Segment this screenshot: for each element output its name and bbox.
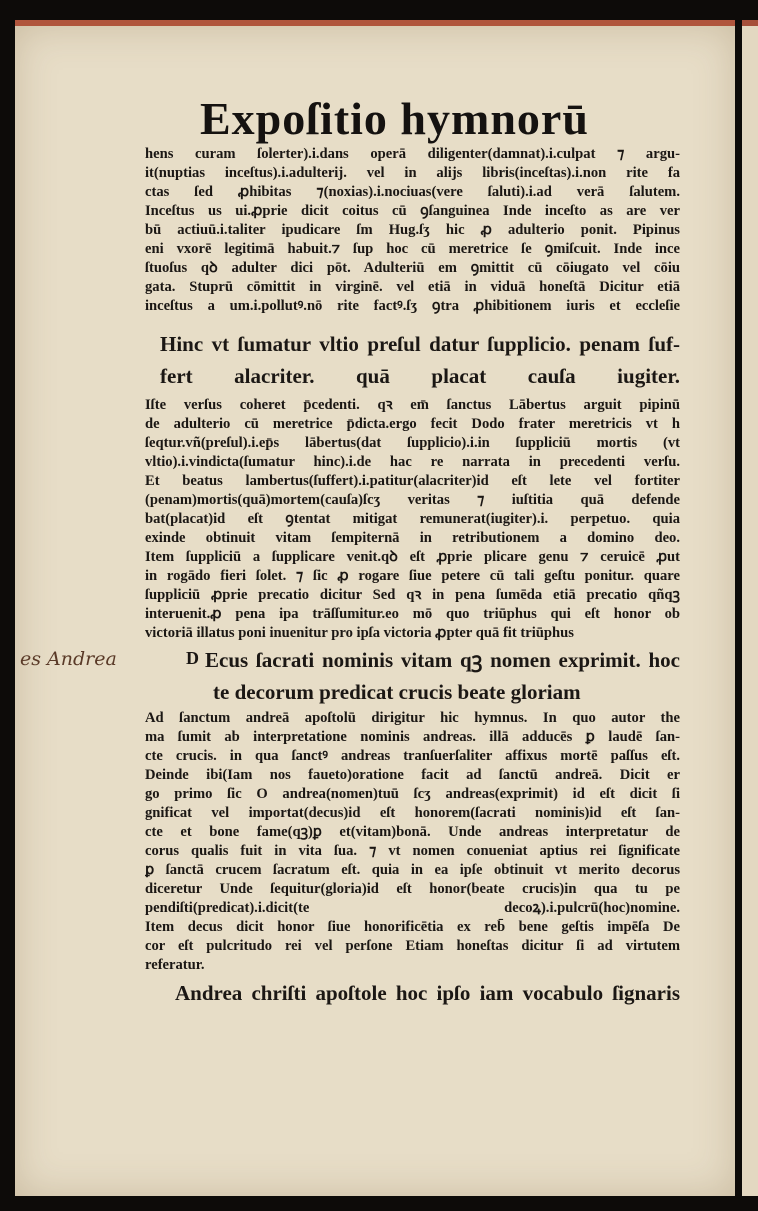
text-line: ma ſumit ab interpretatione nominis andreas. illā adducēs ꝑ laudē ſan- xyxy=(145,729,680,745)
text-line: Hinc vt ſumatur vltio preſul datur ſupplicio. penam ſuf- xyxy=(160,332,680,356)
text-line: te decorum predicat crucis beate gloriam xyxy=(213,680,581,704)
text-line: bū actiuū.i.taliter ipudicare ſm Hug.ſʒ hic ꝓ adulterio ponit. Pipinus xyxy=(145,222,680,238)
text-line: Iſte verſus coheret p̄cedenti. qꝛ em̄ ſanctus Lābertus arguit pipinū xyxy=(145,397,680,413)
text-line: cte et bone fame(qꝫ)ꝑ et(vitam)bonā. Unde andreas interpretatur de xyxy=(145,824,680,840)
text-line: inceſtus a um.i.pollutꝰ.nō rite factꝰ.ſʒ ꝯtra ꝓhibitionem iuris et eccleſie xyxy=(145,298,680,314)
hymn-verse-3 xyxy=(175,977,680,1009)
text-line: interuenit.ꝓ pena ipa trāſſumitur.eo mō quo triūphus qui eſt honor ob xyxy=(145,606,680,622)
text-line: Ad ſanctum andreā apoſtolū dirigitur hic hymnus. In quo autor the xyxy=(145,710,680,726)
text-line: gata. Stuprū cōmittit in virginē. vel etiā in viduā honeſtā Dicitur etiā xyxy=(145,279,680,295)
text-line: Et beatus lambertus(ſuffert).i.patitur(alacriter)id eſt lete vel fortiter xyxy=(145,473,680,489)
commentary-paragraph-1 xyxy=(145,145,680,316)
text-line: ſuppliciū ꝓprie precatio dicitur Sed qꝛ in pena ſumēda etiā precatio qñqꝫ xyxy=(145,587,680,603)
running-title: Expoſitio hymnorū xyxy=(200,93,589,144)
text-line: corus qualis fuit in vita ſua. ⁊ vt nomen conueniat aptius rei ſignificate xyxy=(145,843,680,859)
text-line: in rogādo fieri ſolet. ⁊ ſic ꝓ rogare ſiue petere cū tali geſtu ponitur. quare xyxy=(145,568,680,584)
text-line: Item decus dicit honor ſiue honorificētia ex reb̄ bene geſtis impēſa De xyxy=(145,919,680,935)
text-line: Inceſtus us ui.ꝓprie dicit coitus cū ꝯſanguinea Inde inceſto as are ver xyxy=(145,203,680,219)
text-line: cor eſt pulcritudo rei vel perſone Etiam honeſtas dicitur ſi ad virtutem xyxy=(145,938,680,954)
text-line: vltio).i.vindicta(ſumatur hinc).i.de hac re narrata in precedenti verſu. xyxy=(145,454,680,470)
text-line: victoriā illatus poni inuenitur pro ipſa victoria ꝓpter quā fit triūphus xyxy=(145,625,574,641)
text-line: Ecus ſacrati nominis vitam qꝫ nomen exprimit. hoc xyxy=(205,648,680,672)
hymn-verse-2 xyxy=(205,644,680,708)
text-line: eni vxorē legitimā habuit.⁊ ſup hoc cū meretrice ſe ꝯmiſcuit. Inde ince xyxy=(145,241,680,257)
commentary-paragraph-3 xyxy=(145,709,680,975)
guide-initial-letter: D xyxy=(186,648,199,668)
text-line: Andrea chriſti apoſtole hoc ipſo iam vocabulo ſignaris xyxy=(175,981,680,1005)
hymn-verse-1 xyxy=(160,328,680,392)
text-line: hens curam ſolerter).i.dans operā diligenter(damnat).i.culpat ⁊ argu- xyxy=(145,146,680,162)
text-line: referatur. xyxy=(145,957,205,973)
text-line: bat(placat)id eſt ꝯtentat mitigat remunerat(iugiter).i. perpetuo. quia xyxy=(145,511,680,527)
text-line: pendiſti(predicat).i.dicit(te decoꝝ).i.pulcrū(hoc)nomine. xyxy=(145,900,680,916)
text-line: ſtuoſus qꝺ adulter dici pōt. Adulteriū em ꝯmittit cū cōiugato vel cōiu xyxy=(145,260,680,276)
text-line: ſeqtur.vñ(preſul).i.ep̄s lābertus(dat ſupplicio).i.in ſuppliciū mortis (vt xyxy=(145,435,680,451)
text-line: de adulterio cū meretrice p̄dicta.ergo fecit Dodo frater meretricis vt h xyxy=(145,416,680,432)
text-line: gnificat vel importat(decus)id eſt honorem(ſacrati nominis)id eſt ſan- xyxy=(145,805,680,821)
text-line: it(nuptias inceſtus).i.adulterij. vel in alijs libris(inceſtas).i.non rite fa xyxy=(145,165,680,181)
text-line: exinde obtinuit vitam ſempiternā in retributionem a domino deo. xyxy=(145,530,680,546)
text-line: go primo ſic O andrea(nomen)tuū ſcʒ andreas(exprimit) id eſt dicit ſi xyxy=(145,786,680,802)
text-line: ctas ſed ꝓhibitas ⁊(noxias).i.nociuas(vere ſaluti).i.ad verā ſalutem. xyxy=(145,184,680,200)
text-line: ꝑ ſanctā crucem ſacratum eſt. quia in ea ipſe obtinuit vt merito decorus xyxy=(145,862,680,878)
text-line: diceretur Unde ſequitur(gloria)id eſt honor(beate crucis)in qua tu pe xyxy=(145,881,680,897)
text-line: cte crucis. in qua ſanctꝰ andreas tranſuerſaliter affixus mortē paſſus eſt. xyxy=(145,748,680,764)
adjacent-page-edge xyxy=(742,20,758,1196)
text-line: (penam)mortis(quā)mortem(cauſa)ſcʒ veritas ⁊ iuſtitia quā defende xyxy=(145,492,680,508)
text-line: Deinde ibi(Iam nos faueto)oratione facit ad ſanctū andreā. Dicit er xyxy=(145,767,680,783)
handwritten-margin-note: es Andrea xyxy=(20,648,117,670)
commentary-paragraph-2 xyxy=(145,396,680,643)
text-line: fert alacriter. quā placat cauſa iugiter. xyxy=(160,364,680,388)
text-line: Item ſuppliciū a ſupplicare venit.qꝺ eſt ꝓprie plicare genu ⁊ ceruicē ꝓut xyxy=(145,549,680,565)
